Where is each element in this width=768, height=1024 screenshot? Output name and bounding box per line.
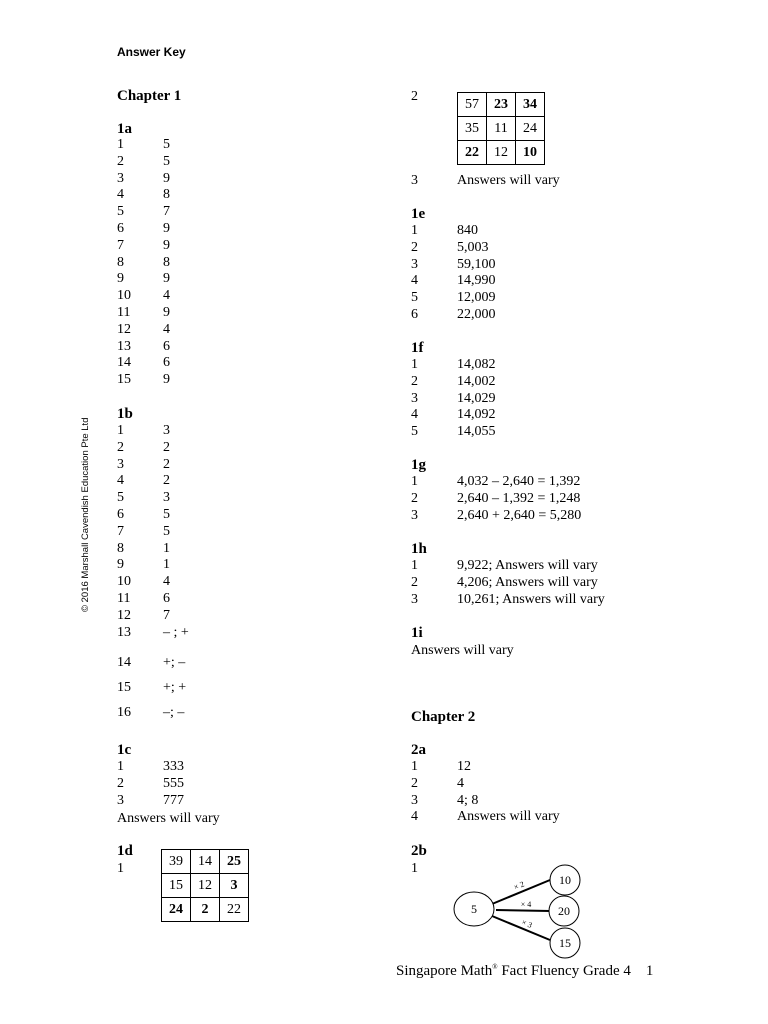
section-1d-item-2-number: 2 xyxy=(411,89,418,104)
item-answer: 9 xyxy=(163,271,170,287)
item-number: 14 xyxy=(117,655,131,670)
item-number: 1 xyxy=(117,137,124,152)
item-number: 7 xyxy=(117,523,124,539)
section-1g-title: 1g xyxy=(411,457,426,473)
grid-cell: 3 xyxy=(220,874,249,898)
item-answer: 14,055 xyxy=(457,424,496,440)
magic-square-1d-2 xyxy=(457,92,545,165)
answer-row xyxy=(117,187,170,204)
answer-row xyxy=(117,574,189,591)
connector-line-2 xyxy=(496,910,550,911)
item-answer: 12 xyxy=(457,759,471,774)
item-answer: Answers will vary xyxy=(457,173,560,188)
item-answer: 14,002 xyxy=(457,373,496,389)
item-answer: +; + xyxy=(163,680,187,695)
item-answer: 777 xyxy=(163,792,184,808)
item-number: 13 xyxy=(117,338,131,354)
item-answer: 2 xyxy=(163,473,170,489)
section-1i-title: 1i xyxy=(411,625,423,641)
section-2b-title: 2b xyxy=(411,843,427,859)
grid-cell: 14 xyxy=(191,850,220,874)
answer-row xyxy=(411,257,496,274)
section-1e-list xyxy=(411,223,496,324)
section-2b-item-number: 1 xyxy=(411,861,418,876)
answer-row xyxy=(411,240,496,257)
item-number: 15 xyxy=(117,372,131,388)
section-1b-extra-list xyxy=(117,650,186,725)
item-number: 3 xyxy=(411,173,418,188)
answer-row xyxy=(117,759,184,776)
item-answer: 840 xyxy=(457,223,478,238)
answer-row xyxy=(411,508,581,525)
item-answer: 4 xyxy=(457,775,464,791)
answer-row xyxy=(117,625,189,642)
item-number: 5 xyxy=(117,204,124,220)
item-answer: 9 xyxy=(163,237,170,253)
section-1c-note: Answers will vary xyxy=(117,811,220,826)
chapter-2-heading: Chapter 2 xyxy=(411,709,476,725)
item-number: 5 xyxy=(411,424,418,440)
item-answer: 2 xyxy=(163,439,170,455)
answer-row xyxy=(117,557,189,574)
grid-cell: 15 xyxy=(162,874,191,898)
grid-cell: 22 xyxy=(458,141,487,165)
item-answer: 8 xyxy=(163,254,170,270)
item-number: 6 xyxy=(117,506,124,522)
item-number: 9 xyxy=(117,557,124,573)
answer-row xyxy=(117,423,189,440)
item-answer: 6 xyxy=(163,355,170,371)
item-number: 10 xyxy=(117,574,131,590)
item-answer: 5 xyxy=(163,523,170,539)
item-answer: 3 xyxy=(163,490,170,506)
item-number: 6 xyxy=(117,220,124,236)
item-number: 1 xyxy=(411,558,418,573)
answer-row xyxy=(411,759,560,776)
section-1c-list xyxy=(117,759,184,809)
answer-row xyxy=(117,355,170,372)
item-answer: 4; 8 xyxy=(457,792,479,808)
answer-row xyxy=(117,372,170,389)
item-number: 6 xyxy=(411,306,418,322)
answer-row xyxy=(411,474,581,491)
item-number: 1 xyxy=(411,223,418,238)
item-number: 2 xyxy=(411,775,418,791)
item-number: 3 xyxy=(117,170,124,186)
grid-cell: 39 xyxy=(162,850,191,874)
item-answer: 2 xyxy=(163,456,170,472)
answer-row xyxy=(411,273,496,290)
item-number: 3 xyxy=(411,792,418,808)
item-answer: 7 xyxy=(163,607,170,623)
output-value-1: 10 xyxy=(559,873,571,887)
item-number: 5 xyxy=(411,290,418,306)
section-1a-list xyxy=(117,137,170,389)
operation-label-1: × 2 xyxy=(512,879,526,892)
item-number: 3 xyxy=(117,456,124,472)
item-number: 9 xyxy=(117,271,124,287)
item-number: 12 xyxy=(117,321,131,337)
item-number: 13 xyxy=(117,624,131,640)
item-number: 4 xyxy=(411,809,418,825)
item-number: 4 xyxy=(411,407,418,423)
item-answer: 14,029 xyxy=(457,390,496,406)
item-number: 4 xyxy=(117,473,124,489)
section-1g-list xyxy=(411,474,581,524)
footer-title: Singapore Math xyxy=(396,963,493,979)
item-number: 1 xyxy=(411,357,418,372)
section-1b-title: 1b xyxy=(117,406,133,422)
item-answer: 5 xyxy=(163,506,170,522)
item-answer: 5 xyxy=(163,137,170,152)
item-number: 2 xyxy=(117,153,124,169)
answer-row xyxy=(117,675,186,700)
output-value-2: 20 xyxy=(558,904,570,918)
answer-row xyxy=(411,407,496,424)
item-answer: 4 xyxy=(163,574,170,590)
answer-row xyxy=(411,357,496,374)
operation-label-3: × 3 xyxy=(520,917,534,930)
grid-cell: 24 xyxy=(516,117,545,141)
section-2a-list xyxy=(411,759,560,826)
copyright-notice: © 2016 Marshall Cavendish Education Pte Ltd xyxy=(80,417,91,612)
answer-row xyxy=(411,374,496,391)
item-answer: 7 xyxy=(163,204,170,220)
item-number: 3 xyxy=(117,792,124,808)
page-number: 1 xyxy=(645,963,654,979)
item-number: 16 xyxy=(117,705,131,720)
answer-row xyxy=(411,776,560,793)
section-1d-item-3 xyxy=(411,173,560,190)
answer-row xyxy=(411,809,560,826)
item-answer: 9 xyxy=(163,170,170,186)
item-number: 3 xyxy=(411,390,418,406)
answer-row xyxy=(411,223,496,240)
answer-row xyxy=(411,793,560,810)
answer-row xyxy=(117,700,186,725)
item-answer: +; – xyxy=(163,655,186,670)
answer-row xyxy=(117,473,189,490)
section-1c-title: 1c xyxy=(117,742,132,758)
item-answer: 6 xyxy=(163,590,170,606)
grid-cell: 11 xyxy=(487,117,516,141)
answer-row xyxy=(117,524,189,541)
section-1f-list xyxy=(411,357,496,441)
item-number: 15 xyxy=(117,680,131,695)
item-number: 5 xyxy=(117,490,124,506)
item-number: 2 xyxy=(411,490,418,506)
answer-row xyxy=(117,339,170,356)
item-answer: 9 xyxy=(163,304,170,320)
item-number: 3 xyxy=(411,591,418,607)
item-number: 2 xyxy=(117,775,124,791)
item-answer: 3 xyxy=(163,423,170,438)
operation-label-2: × 4 xyxy=(520,900,532,909)
answer-row xyxy=(411,424,496,441)
registered-mark: ® xyxy=(492,963,498,971)
answer-row xyxy=(117,490,189,507)
item-answer: 8 xyxy=(163,187,170,203)
grid-cell: 2 xyxy=(191,898,220,922)
item-number: 4 xyxy=(117,187,124,203)
section-1f-title: 1f xyxy=(411,340,424,356)
item-answer: 22,000 xyxy=(457,306,496,322)
answer-row xyxy=(117,171,170,188)
answer-row xyxy=(117,650,186,675)
item-answer: 14,092 xyxy=(457,407,496,423)
item-number: 2 xyxy=(411,239,418,255)
answer-row xyxy=(411,491,581,508)
answer-row xyxy=(117,288,170,305)
section-1b-list xyxy=(117,423,189,641)
item-answer: 1 xyxy=(163,557,170,573)
item-answer: 9 xyxy=(163,372,170,388)
item-number: 1 xyxy=(411,474,418,489)
answer-row xyxy=(117,305,170,322)
answer-row xyxy=(117,255,170,272)
answer-row xyxy=(411,290,496,307)
input-value: 5 xyxy=(471,902,477,916)
item-answer: 6 xyxy=(163,338,170,354)
item-answer: 555 xyxy=(163,775,184,791)
section-1d-title: 1d xyxy=(117,843,133,859)
grid-cell: 22 xyxy=(220,898,249,922)
item-answer: 12,009 xyxy=(457,290,496,306)
item-number: 11 xyxy=(117,304,131,320)
answer-row xyxy=(411,575,605,592)
answer-row xyxy=(117,221,170,238)
item-answer: 9 xyxy=(163,220,170,236)
item-answer: 10,261; Answers will vary xyxy=(457,591,605,607)
item-answer: 4,206; Answers will vary xyxy=(457,574,598,590)
item-answer: 4,032 – 2,640 = 1,392 xyxy=(457,474,581,489)
answer-row xyxy=(117,154,170,171)
item-answer: 59,100 xyxy=(457,256,496,272)
item-answer: 2,640 + 2,640 = 5,280 xyxy=(457,507,582,523)
answer-row xyxy=(411,307,496,324)
answer-row xyxy=(117,591,189,608)
page-footer xyxy=(396,963,653,980)
grid-cell: 24 xyxy=(162,898,191,922)
item-answer: 4 xyxy=(163,321,170,337)
item-answer: 9,922; Answers will vary xyxy=(457,558,598,573)
item-number: 1 xyxy=(117,759,124,774)
grid-cell: 25 xyxy=(220,850,249,874)
answer-row xyxy=(411,391,496,408)
item-number: 8 xyxy=(117,254,124,270)
item-number: 11 xyxy=(117,590,131,606)
answer-row xyxy=(117,608,189,625)
item-number: 12 xyxy=(117,607,131,623)
answer-row xyxy=(117,793,184,810)
item-number: 4 xyxy=(411,273,418,289)
item-number: 3 xyxy=(411,256,418,272)
answer-row xyxy=(117,322,170,339)
answer-row xyxy=(117,238,170,255)
item-number: 1 xyxy=(411,759,418,774)
grid-cell: 35 xyxy=(458,117,487,141)
item-answer: – ; + xyxy=(163,624,189,640)
section-1h-title: 1h xyxy=(411,541,427,557)
answer-row xyxy=(117,137,170,154)
output-value-3: 15 xyxy=(559,936,571,950)
footer-subtitle: Fact Fluency Grade 4 xyxy=(497,963,631,979)
item-number: 2 xyxy=(411,574,418,590)
answer-row xyxy=(117,541,189,558)
item-number: 14 xyxy=(117,355,131,371)
section-1e-title: 1e xyxy=(411,206,426,222)
item-answer: 14,990 xyxy=(457,273,496,289)
item-answer: 4 xyxy=(163,288,170,304)
item-answer: 5 xyxy=(163,153,170,169)
answer-row xyxy=(411,558,605,575)
item-answer: 14,082 xyxy=(457,357,496,372)
chapter-1-heading: Chapter 1 xyxy=(117,88,182,104)
connector-line-3 xyxy=(492,916,550,940)
section-2a-title: 2a xyxy=(411,742,426,758)
magic-square-1d xyxy=(161,849,249,922)
grid-cell: 34 xyxy=(516,93,545,117)
answer-row xyxy=(117,271,170,288)
item-number: 1 xyxy=(117,423,124,438)
grid-cell: 57 xyxy=(458,93,487,117)
section-1d-item-number: 1 xyxy=(117,861,124,876)
item-answer: Answers will vary xyxy=(457,809,560,825)
section-1a-title: 1a xyxy=(117,121,132,137)
function-machine-diagram xyxy=(450,858,590,962)
answer-row xyxy=(411,592,605,609)
item-answer: 1 xyxy=(163,540,170,556)
answer-row xyxy=(117,507,189,524)
grid-cell: 12 xyxy=(487,141,516,165)
item-number: 3 xyxy=(411,507,418,523)
answer-row xyxy=(117,204,170,221)
item-answer: 2,640 – 1,392 = 1,248 xyxy=(457,490,581,506)
answer-row xyxy=(117,776,184,793)
grid-cell: 10 xyxy=(516,141,545,165)
section-1h-list xyxy=(411,558,605,608)
grid-cell: 12 xyxy=(191,874,220,898)
item-number: 8 xyxy=(117,540,124,556)
page-header: Answer Key xyxy=(117,45,186,59)
item-number: 10 xyxy=(117,288,131,304)
item-number: 7 xyxy=(117,237,124,253)
item-answer: –; – xyxy=(163,705,185,720)
answer-row xyxy=(117,457,189,474)
item-answer: 5,003 xyxy=(457,239,489,255)
item-number: 2 xyxy=(117,439,124,455)
section-1i-note: Answers will vary xyxy=(411,643,514,658)
item-number: 2 xyxy=(411,373,418,389)
grid-cell: 23 xyxy=(487,93,516,117)
answer-row xyxy=(117,440,189,457)
item-answer: 333 xyxy=(163,759,184,774)
